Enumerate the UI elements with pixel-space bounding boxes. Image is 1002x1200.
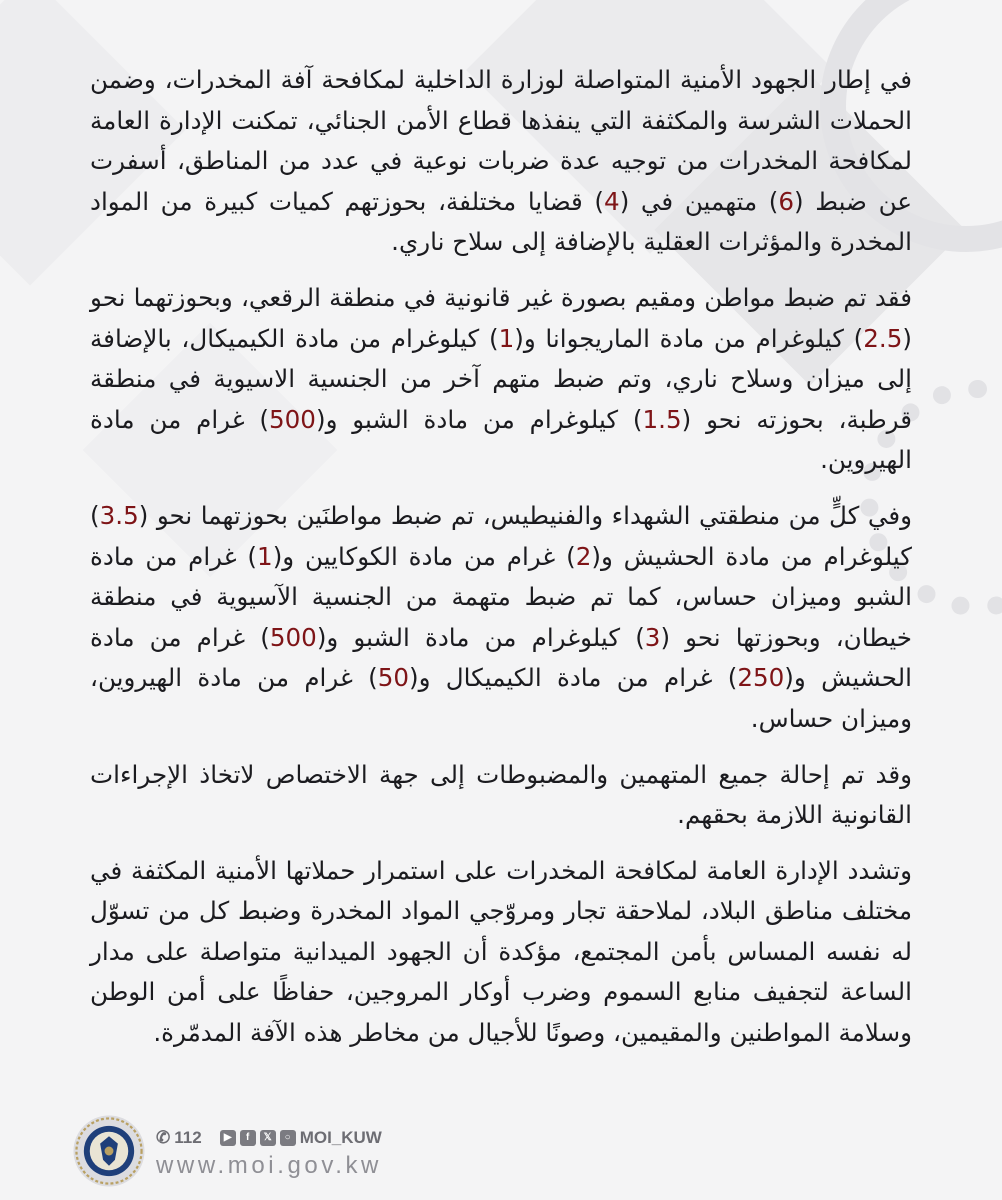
police-emblem-icon — [72, 1114, 146, 1188]
text-run: ) غرام من مادة الكيميكال و( — [409, 663, 738, 693]
text-run: وفي كلٍّ من منطقتي الشهداء والفنيطيس، تم ضبط مواطنَين بحوزتهما نحو ( — [138, 500, 912, 530]
text-run: ) غرام من مادة الحشيش و( — [90, 622, 912, 693]
highlighted-number: 1.5 — [642, 404, 682, 434]
text-run: فقد تم ضبط مواطن ومقيم بصورة غير قانونية في منطقة الرقعي، وبحوزتهما نحو ( — [90, 282, 912, 353]
paragraph-5 — [90, 851, 912, 1054]
hotline-number[interactable]: 112 — [174, 1128, 202, 1147]
contact-row — [156, 1128, 382, 1148]
highlighted-number: 1 — [257, 541, 273, 571]
text-run: ) غرام من مادة الشبو وميزان حساس، كما تم ضبط متهمة من الجنسية الآسيوية في منطقة خيطان، وبحوزتها نحو ( — [90, 541, 912, 652]
highlighted-number: 2 — [575, 541, 592, 571]
facebook-icon[interactable]: f — [240, 1130, 256, 1146]
text-run: ) كيلوغرام من مادة الحشيش و( — [90, 500, 912, 571]
website-link[interactable]: www.moi.gov.kw — [156, 1152, 382, 1179]
paragraph-4 — [90, 755, 912, 836]
text-run: وتشدد الإدارة العامة لمكافحة المخدرات على استمرار حملاتها الأمنية المكثفة في مختلف مناطق البلاد، لملاحقة تجار ومروّجي المواد المخدرة وضبط كل من تسوّل له نفسه المساس بأمن المجتمع، مؤكدة أن الجهود الميدانية متواصلة على مدار الساعة لتجفيف منابع السموم وضرب أوكار المروجين، حفاظًا على أمن الوطن وسلامة المواطنين والمقيمين، وصونًا للأجيال من مخاطر هذه الآفة المدمّرة. — [90, 855, 912, 1048]
text-run: ) غرام من مادة الهيروين، وميزان حساس. — [90, 663, 912, 733]
highlighted-number: 500 — [269, 622, 317, 652]
text-run: وقد تم إحالة جميع المتهمين والمضبوطات إلى جهة الاختصاص لاتخاذ الإجراءات القانونية اللازمة بحقهم. — [90, 759, 912, 830]
highlighted-number: 3.5 — [99, 500, 139, 530]
text-run: ) غرام من مادة الهيروين. — [90, 404, 912, 475]
footer — [0, 1110, 1002, 1200]
x-icon[interactable]: 𝕏 — [260, 1130, 276, 1146]
text-run: ) متهمين في ( — [619, 186, 779, 216]
instagram-icon[interactable]: ○ — [280, 1130, 296, 1146]
paragraph-3 — [90, 496, 912, 740]
social-handle[interactable]: MOI_KUW — [299, 1128, 382, 1147]
highlighted-number: 4 — [604, 186, 620, 216]
text-run: ) كيلوغرام من مادة الشبو و( — [315, 404, 643, 434]
highlighted-number: 2.5 — [863, 323, 903, 353]
text-run: ) قضايا مختلفة، بحوزتهم كميات كبيرة من المواد المخدرة والمؤثرات العقلية بالإضافة إلى سلاح ناري. — [90, 186, 912, 257]
text-run: ) كيلوغرام من مادة الشبو و( — [316, 622, 645, 652]
text-run: ) غرام من مادة الكوكايين و( — [272, 541, 576, 571]
text-run: في إطار الجهود الأمنية المتواصلة لوزارة الداخلية لمكافحة آفة المخدرات، وضمن الحملات الشرسة والمكثفة التي ينفذها قطاع الأمن الجنائي، تمكنت الإدارة العامة لمكافحة المخدرات من توجيه عدة ضربات نوعية في عدد من المناطق، أسفرت عن ضبط ( — [90, 65, 912, 216]
highlighted-number: 1 — [498, 323, 515, 353]
phone-icon: ✆ — [156, 1128, 171, 1147]
text-run: ) كيلوغرام من مادة الكيميكال، بالإضافة إلى ميزان وسلاح ناري، وتم ضبط متهم آخر من الجنسية الاسيوية في منطقة قرطبة، بحوزته نحو ( — [90, 323, 912, 434]
text-run: ) كيلوغرام من مادة الماريجوانا و( — [514, 323, 864, 353]
highlighted-number: 500 — [269, 404, 316, 434]
highlighted-number: 50 — [377, 663, 409, 693]
paragraph-1 — [90, 60, 912, 263]
youtube-icon[interactable]: ▶ — [220, 1130, 236, 1146]
highlighted-number: 3 — [644, 622, 661, 652]
paragraph-2 — [90, 278, 912, 481]
article-body — [90, 60, 912, 1069]
highlighted-number: 250 — [737, 663, 785, 693]
highlighted-number: 6 — [778, 186, 795, 216]
